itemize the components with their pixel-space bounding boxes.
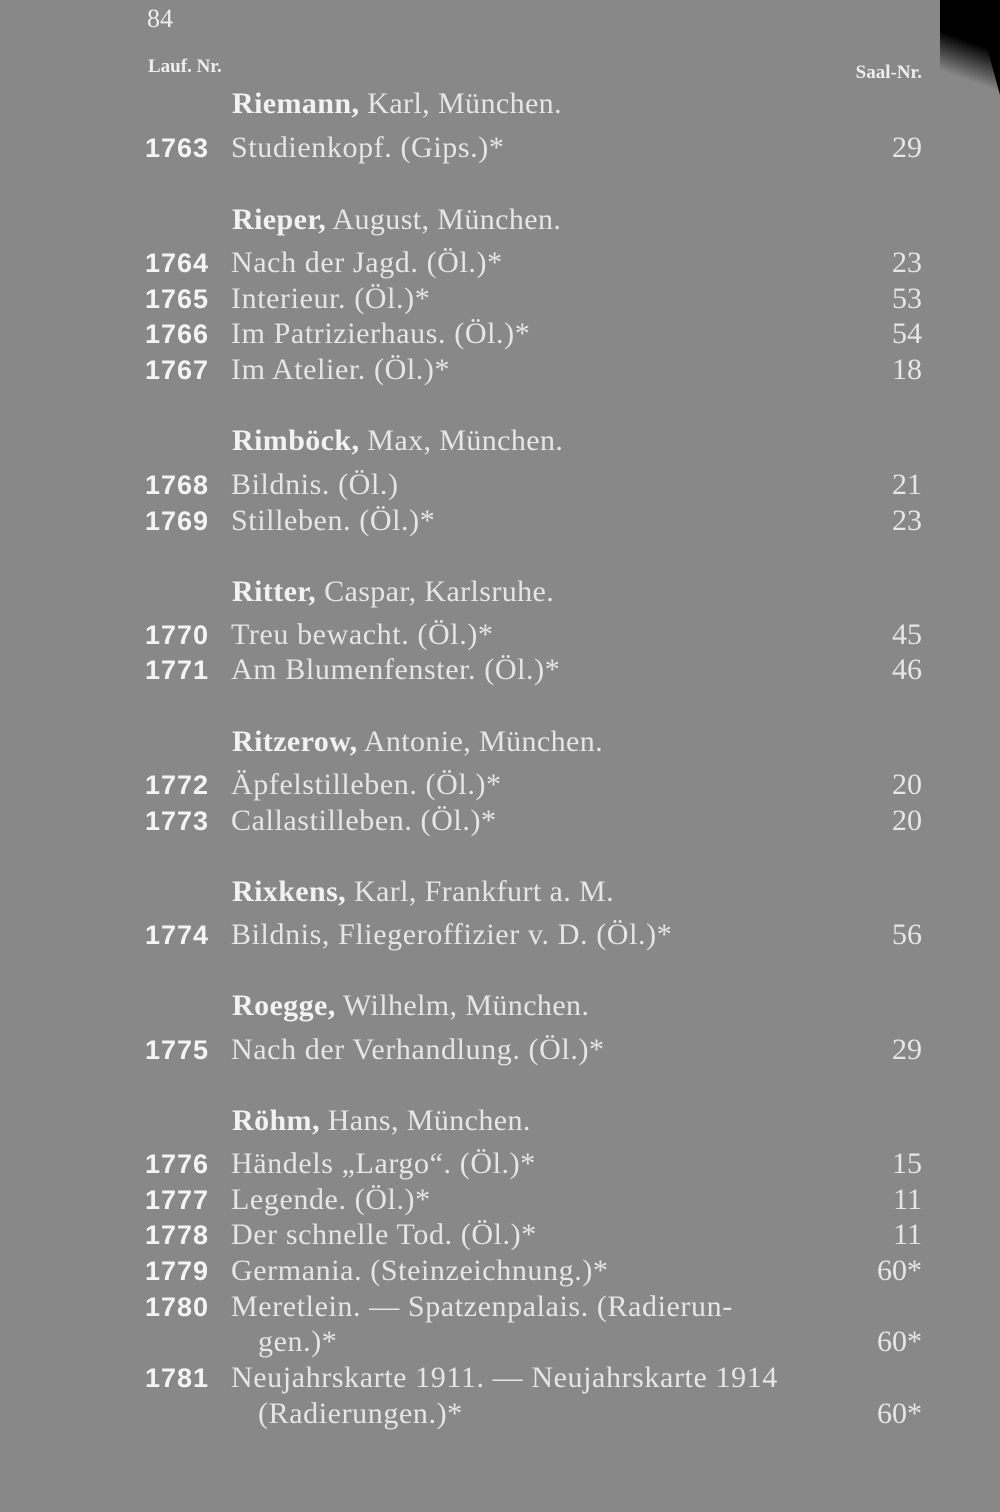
artist-name: Röhm, — [232, 1104, 320, 1137]
entry-room: 20 — [892, 804, 922, 837]
entry-title: Treu bewacht. (Öl.)* — [231, 618, 494, 651]
entry-title: Studienkopf. (Gips.)* — [231, 131, 505, 164]
entry-room: 60* — [877, 1254, 922, 1287]
entry-room: 11 — [893, 1218, 922, 1251]
entry-room: 60* — [877, 1397, 922, 1430]
entry-room: 15 — [892, 1147, 922, 1180]
entry-room: 56 — [892, 918, 922, 951]
entry-number: 1769 — [145, 506, 210, 536]
entry-number: 1767 — [145, 355, 210, 385]
entry-room: 18 — [892, 353, 922, 386]
artist-name: Ritzerow, — [232, 725, 358, 758]
entry-title: Im Patrizierhaus. (Öl.)* — [231, 317, 531, 350]
entry-number: 1777 — [145, 1185, 210, 1215]
catalog-entry — [0, 617, 1000, 653]
entry-room: 23 — [892, 246, 922, 279]
artist-place: Antonie, München. — [357, 725, 604, 758]
catalog-entry — [0, 1182, 1000, 1218]
catalog-entry — [0, 1217, 1000, 1253]
entry-title: Am Blumenfenster. (Öl.)* — [231, 653, 561, 686]
entry-title-continued: gen.)* — [258, 1325, 338, 1358]
catalog-entry-continuation — [0, 1324, 1000, 1360]
catalog-entry — [0, 503, 1000, 539]
entry-number: 1766 — [145, 319, 210, 349]
entry-room: 53 — [892, 282, 922, 315]
entry-title: Interieur. (Öl.)* — [231, 282, 431, 315]
catalog-entry — [0, 352, 1000, 388]
catalog-entry — [0, 917, 1000, 953]
catalog-entry-continuation — [0, 1396, 1000, 1432]
catalog-entry — [0, 1253, 1000, 1289]
entry-room: 46 — [892, 653, 922, 686]
catalog-entry — [0, 767, 1000, 803]
artist-place: Caspar, Karlsruhe. — [316, 575, 555, 608]
entry-number: 1780 — [145, 1292, 210, 1322]
entry-number: 1773 — [145, 806, 210, 836]
artist-place: Karl, Frankfurt a. M. — [346, 875, 614, 908]
entry-number: 1771 — [145, 655, 210, 685]
entry-room: 29 — [892, 1033, 922, 1066]
page-number: 84 — [147, 4, 173, 33]
artist-place: Max, München. — [359, 424, 564, 457]
entry-title: Germania. (Steinzeichnung.)* — [231, 1254, 609, 1287]
artist-heading — [0, 988, 1000, 1024]
entry-room: 29 — [892, 131, 922, 164]
artist-name: Rimböck, — [232, 424, 360, 457]
entry-number: 1772 — [145, 770, 210, 800]
artist-heading — [0, 86, 1000, 122]
entry-title: Äpfelstilleben. (Öl.)* — [231, 768, 502, 801]
entry-title: Bildnis, Fliegeroffizier v. D. (Öl.)* — [231, 918, 673, 951]
entry-room: 60* — [877, 1325, 922, 1358]
artist-name: Riemann, — [232, 87, 360, 120]
catalog-entry — [0, 130, 1000, 166]
artist-heading — [0, 423, 1000, 459]
artist-place: August, München. — [326, 203, 562, 236]
entry-number: 1779 — [145, 1256, 210, 1286]
entry-number: 1778 — [145, 1220, 210, 1250]
entry-number: 1781 — [145, 1363, 210, 1393]
artist-heading — [0, 574, 1000, 610]
entry-title: Meretlein. — Spatzenpalais. (Radierun- — [231, 1290, 733, 1323]
entry-title: Nach der Verhandlung. (Öl.)* — [231, 1033, 605, 1066]
catalog-entry — [0, 467, 1000, 503]
entry-number: 1763 — [145, 133, 210, 163]
artist-heading — [0, 874, 1000, 910]
catalog-entry — [0, 1032, 1000, 1068]
entry-title: Bildnis. (Öl.) — [231, 468, 399, 501]
entry-number: 1765 — [145, 284, 210, 314]
entry-title: Nach der Jagd. (Öl.)* — [231, 246, 503, 279]
catalog-entry — [0, 245, 1000, 281]
catalog-entry — [0, 803, 1000, 839]
entry-room: 54 — [892, 317, 922, 350]
artist-place: Wilhelm, München. — [335, 989, 590, 1022]
column-header-saal-nr: Saal-Nr. — [855, 62, 922, 83]
entry-room: 23 — [892, 504, 922, 537]
catalog-entry — [0, 316, 1000, 352]
artist-heading — [0, 1103, 1000, 1139]
entry-room: 20 — [892, 768, 922, 801]
catalog-entry — [0, 652, 1000, 688]
entry-number: 1770 — [145, 620, 210, 650]
entry-number: 1775 — [145, 1035, 210, 1065]
artist-place: Hans, München. — [319, 1104, 531, 1137]
entry-title: Stilleben. (Öl.)* — [231, 504, 436, 537]
column-header-lauf-nr: Lauf. Nr. — [148, 56, 222, 77]
entry-number: 1774 — [145, 920, 210, 950]
entry-room: 45 — [892, 618, 922, 651]
catalog-entry — [0, 1146, 1000, 1182]
catalog-entry — [0, 1289, 1000, 1325]
artist-name: Roegge, — [232, 989, 336, 1022]
artist-heading — [0, 724, 1000, 760]
catalog-entry — [0, 1360, 1000, 1396]
catalog-entry — [0, 281, 1000, 317]
entry-title: Der schnelle Tod. (Öl.)* — [231, 1218, 537, 1251]
artist-name: Rixkens, — [232, 875, 347, 908]
entry-number: 1776 — [145, 1149, 210, 1179]
entry-room: 21 — [892, 468, 922, 501]
artist-name: Rieper, — [232, 203, 327, 236]
entry-title-continued: (Radierungen.)* — [258, 1397, 463, 1430]
entry-title: Neujahrskarte 1911. — Neujahrskarte 1914 — [231, 1361, 778, 1394]
entry-title: Im Atelier. (Öl.)* — [231, 353, 451, 386]
entry-room: 11 — [893, 1183, 922, 1216]
artist-place: Karl, München. — [359, 87, 562, 120]
entry-number: 1768 — [145, 470, 210, 500]
entry-title: Legende. (Öl.)* — [231, 1183, 431, 1216]
artist-name: Ritter, — [232, 575, 317, 608]
entry-number: 1764 — [145, 248, 210, 278]
entry-title: Händels „Largo“. (Öl.)* — [231, 1147, 536, 1180]
artist-heading — [0, 202, 1000, 238]
entry-title: Callastilleben. (Öl.)* — [231, 804, 497, 837]
